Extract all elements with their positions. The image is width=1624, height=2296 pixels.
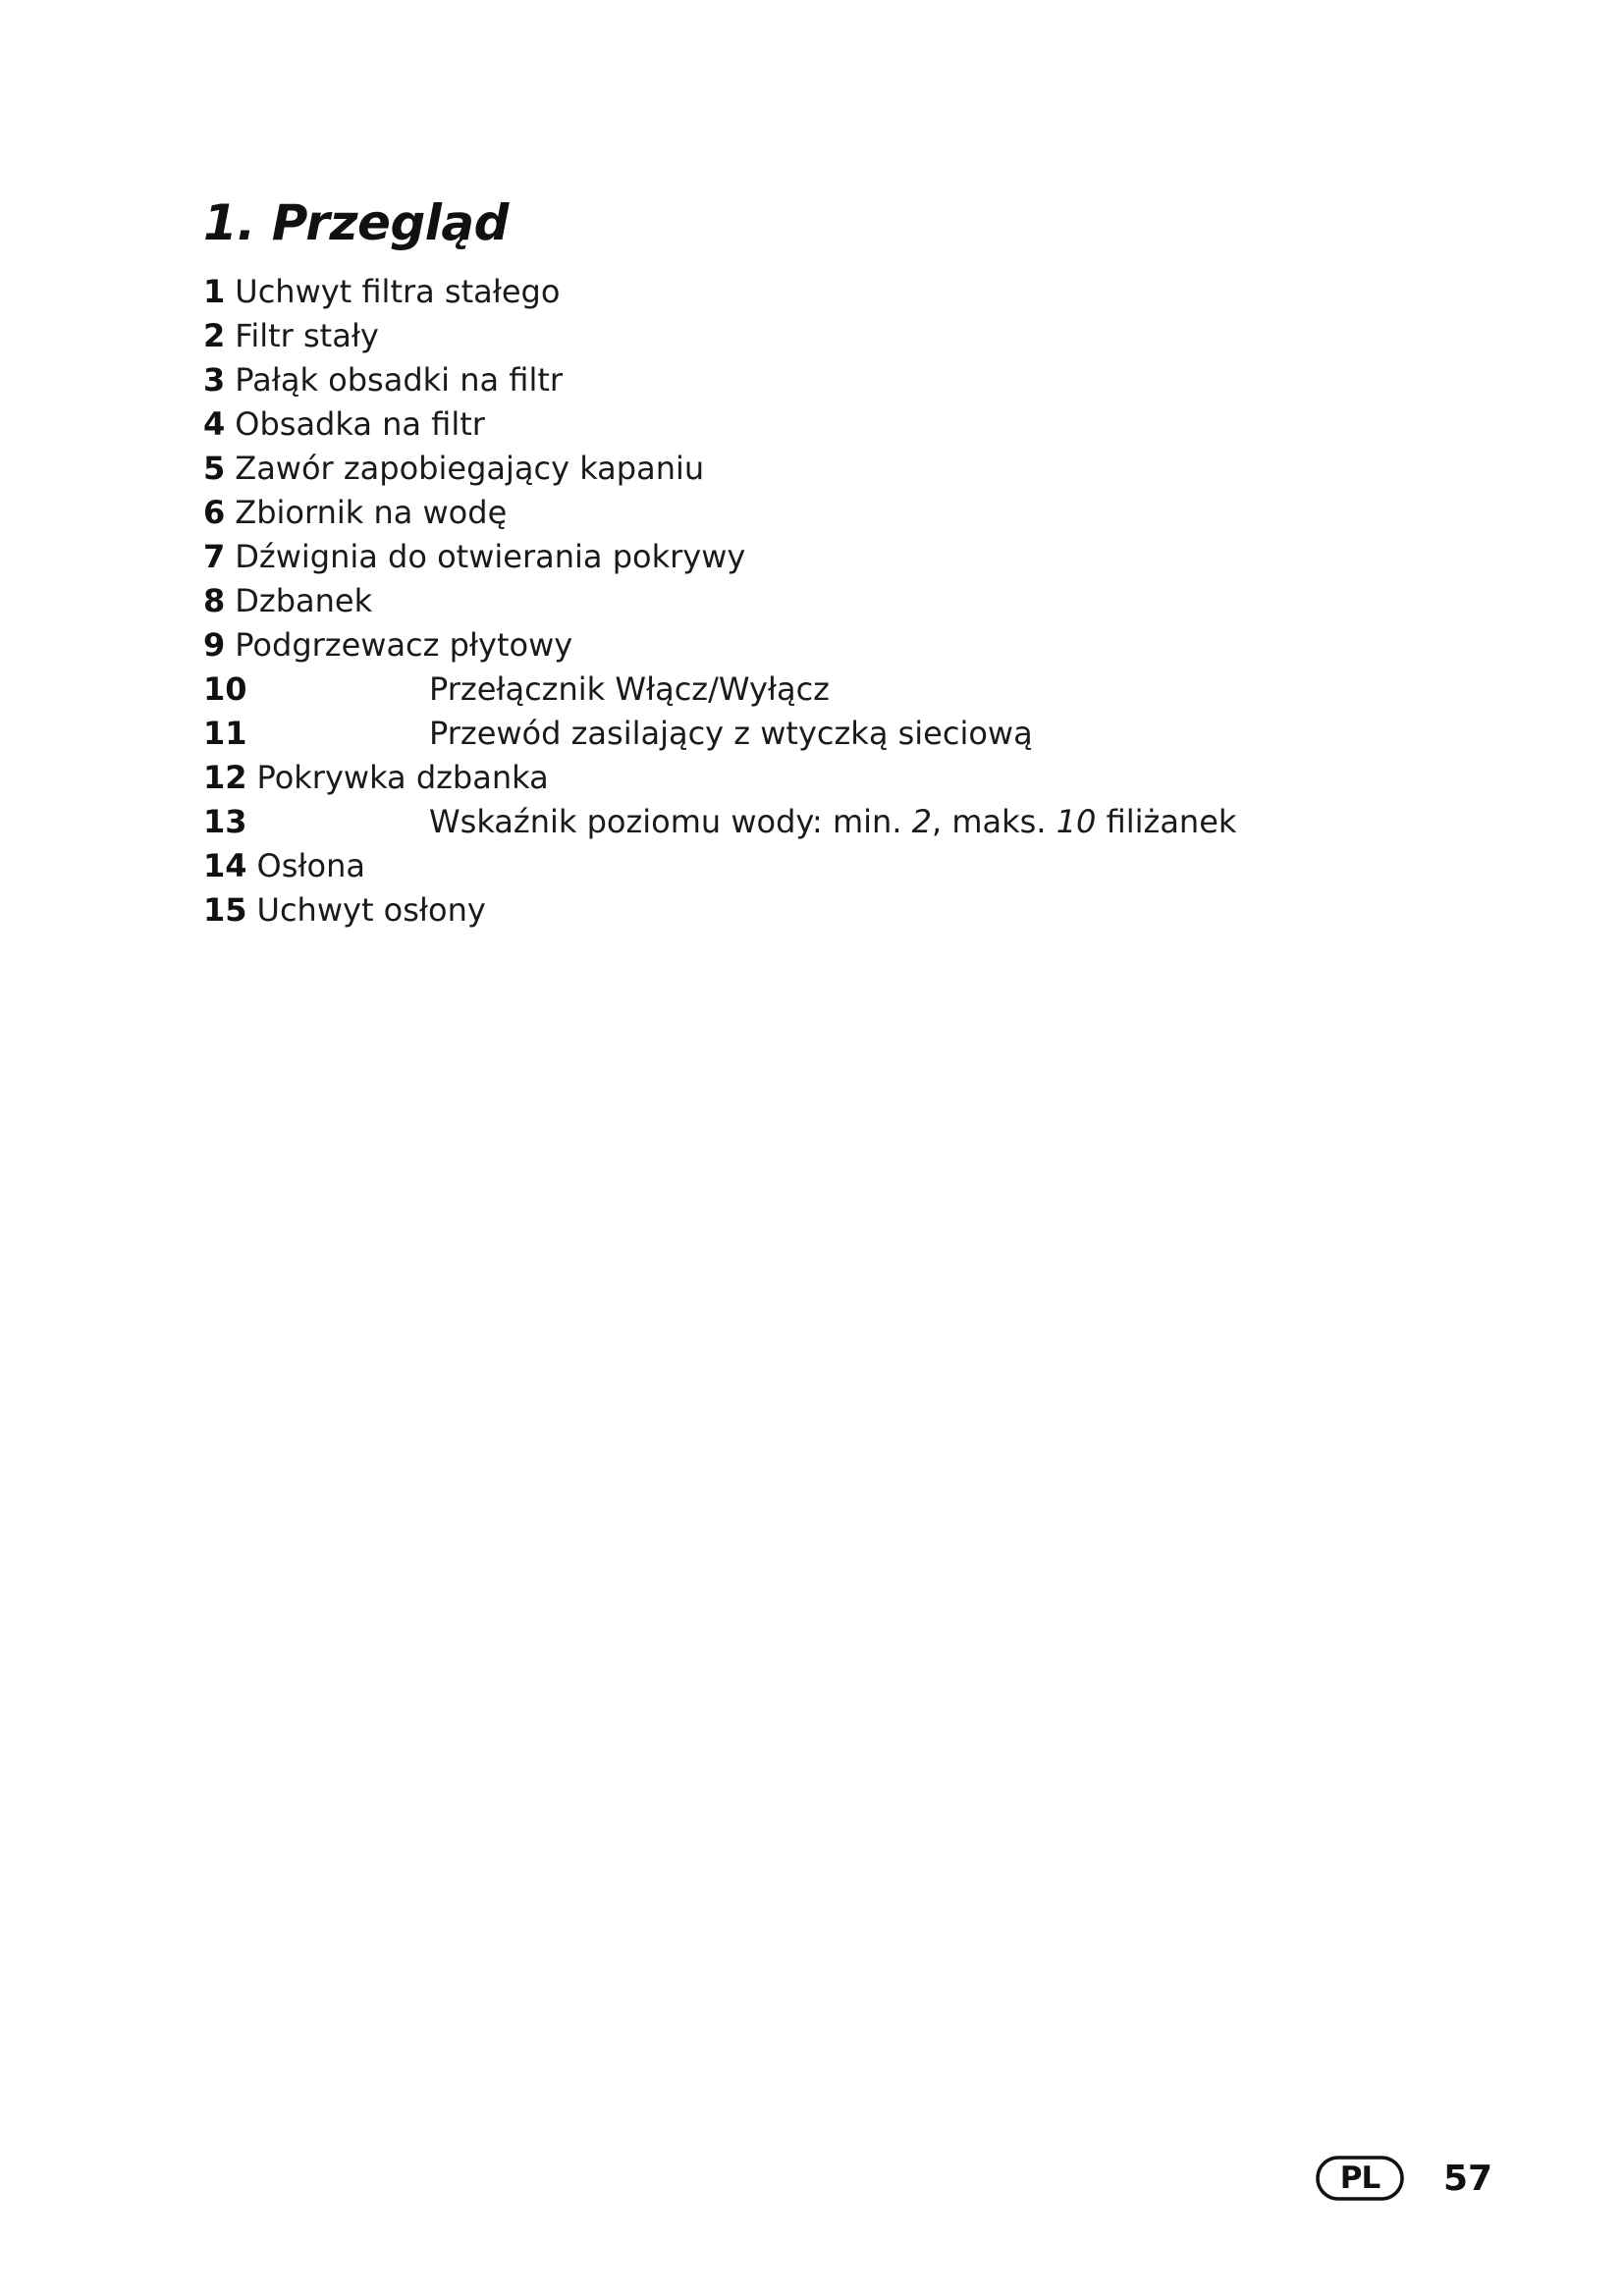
list-item: [203, 358, 1236, 402]
part-label: Osłona: [256, 847, 365, 884]
list-item: [203, 844, 1236, 888]
part-number: 6: [203, 494, 226, 531]
part-number: 4: [203, 405, 226, 443]
part-label: Podgrzewacz płytowy: [235, 626, 573, 664]
part-label: Dzbanek: [235, 582, 373, 619]
list-item: [203, 579, 1236, 623]
page-title: 1. Przegląd: [203, 194, 509, 251]
min-cups-value: 2: [911, 803, 933, 840]
list-item: [203, 447, 1236, 491]
page-number: 57: [1443, 2158, 1493, 2199]
part-label: Pałąk obsadki na filtr: [235, 361, 564, 399]
parts-list: [203, 270, 1236, 933]
part-number: 1: [203, 273, 226, 310]
part-number: 5: [203, 450, 226, 487]
cups-unit: filiżanek: [1096, 803, 1237, 840]
part-label: Filtr stały: [235, 317, 379, 354]
list-item: [203, 402, 1236, 447]
part-label: Zawór zapobiegający kapaniu: [235, 450, 705, 487]
part-number: 11: [203, 715, 247, 752]
list-item: [203, 535, 1236, 579]
part-label: Uchwyt filtra stałego: [235, 273, 561, 310]
part-label: [429, 800, 1236, 844]
part-label: Pokrywka dzbanka: [256, 759, 549, 796]
list-item: [203, 623, 1236, 667]
part-number: 3: [203, 361, 226, 399]
list-item: [203, 756, 1236, 800]
list-item: [203, 491, 1236, 535]
part-number: 12: [203, 759, 247, 796]
part-label: Przełącznik Włącz/Wyłącz: [429, 670, 830, 708]
list-item: [203, 800, 1236, 844]
part-number: 10: [203, 670, 247, 708]
part-label: Zbiornik na wodę: [235, 494, 508, 531]
part-number: 9: [203, 626, 226, 664]
part-number: 7: [203, 538, 226, 575]
max-cups-value: 10: [1056, 803, 1097, 840]
language-code: PL: [1339, 2161, 1380, 2196]
water-level-label: Wskaźnik poziomu wody: min.: [429, 803, 912, 840]
part-number: 2: [203, 317, 226, 354]
language-badge: [1316, 2156, 1404, 2201]
part-number: 14: [203, 847, 247, 884]
page-footer: [1316, 2156, 1492, 2201]
list-item: [203, 667, 1236, 712]
list-item: [203, 712, 1236, 756]
part-number: 8: [203, 582, 226, 619]
list-item: [203, 270, 1236, 314]
part-number: 13: [203, 803, 247, 840]
part-label: Dźwignia do otwierania pokrywy: [235, 538, 746, 575]
part-label: Uchwyt osłony: [256, 891, 486, 929]
list-item: [203, 314, 1236, 358]
list-item: [203, 888, 1236, 933]
part-number: 15: [203, 891, 247, 929]
part-label: Przewód zasilający z wtyczką sieciową: [429, 715, 1033, 752]
water-level-separator: , maks.: [932, 803, 1056, 840]
part-label: Obsadka na filtr: [235, 405, 485, 443]
